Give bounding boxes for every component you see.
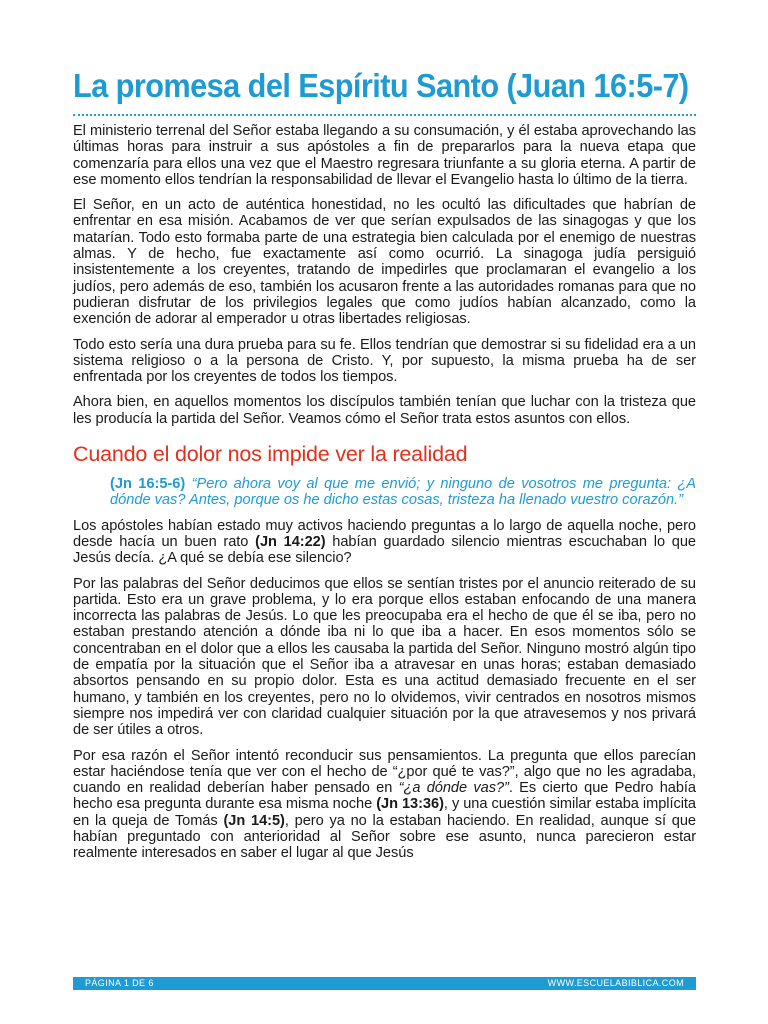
quote-reference: (Jn 16:5-6): [110, 476, 186, 493]
paragraph-intro-1: El ministerio terrenal del Señor estaba llegando a su consumación, y él estaba aprovechando las últimas horas para instruir a sus apóstoles a fin de prepararlos para la nueva etapa que comenzaría para ellos una vez que el Maestro regresara triunfante a su gloria eterna. A partir de ese momento ellos tendrían la responsabilidad de llevar el Evangelio hasta lo último de la tierra.: [73, 123, 696, 188]
paragraph-5-text-b: habían guardado silencio mientras escuchaban lo que Jesús decía. ¿A qué se debía ese silencio?: [73, 533, 696, 567]
paragraph-intro-3: Todo esto sería una dura prueba para su fe. Ellos tendrían que demostrar si su fidelidad era a un sistema religioso o a la persona de Cristo. Y, por supuesto, la misma prueba ha de ser enfrentada por los creyentes de todos los tiempos.: [73, 336, 696, 386]
paragraph-7-text-b: . Es cierto que Pedro había hecho esa pregunta durante esa misma noche: [73, 780, 696, 813]
paragraph-7-reference-2: (Jn 14:5): [223, 812, 285, 829]
paragraph-5-text-a: Los apóstoles habían estado muy activos haciendo preguntas a lo largo de aquella noche, pero desde hacía un buen rato: [73, 517, 696, 550]
page-footer: [73, 977, 696, 990]
paragraph-intro-4: Ahora bien, en aquellos momentos los discípulos también tenían que luchar con la tristeza que les producía la partida del Señor. Veamos cómo el Señor trata estos asuntos con ellos.: [73, 394, 696, 427]
paragraph-7-italic: “¿a dónde vas?”: [398, 780, 509, 797]
page-number: PÁGINA 1 DE 6: [85, 978, 154, 988]
quote-text: “Pero ahora voy al que me envió; y ninguno de vosotros me pregunta: ¿A dónde vas? Antes, porque os he dicho estas cosas, tristeza ha llenado vuestro corazón.”: [110, 476, 696, 509]
title-divider: [73, 114, 696, 116]
scripture-quote: [110, 476, 696, 509]
page-content: [73, 64, 696, 871]
page-title: La promesa del Espíritu Santo (Juan 16:5-7): [73, 67, 689, 104]
paragraph-7-text-d: , pero ya no la estaban haciendo. En realidad, aunque sí que habían preguntado con anterioridad al Señor sobre ese asunto, nunca parecieron estar realmente interesados en saber el lugar al que Jesús: [73, 812, 696, 862]
paragraph-6: Por las palabras del Señor deducimos que ellos se sentían tristes por el anuncio reiterado de su partida. Esto era un grave problema, y lo era porque ellos estaban enfocando de una manera incorrecta las palabras de Jesús. Lo que les preocupaba era el hecho de que él se iba, pero no estaban prestando atención a dónde iba ni lo que iba a hacer. En esos momentos sólo se concentraban en el dolor que a ellos les causaba la partida del Señor. Ninguno mostró algún tipo de empatía por la situación que el Señor iba a atravesar en unas horas; estaban demasiado absortos pensando en su propio dolor. Esta es una actitud demasiado frecuente en el ser humano, y también en los creyentes, pero no lo olvidemos, vivir centrados en nosotros mismos siempre nos impedirá ver con claridad cualquier situación por la que atravesemos y nos privará de ser útiles a otros.: [73, 575, 696, 739]
website-link[interactable]: WWW.ESCUELABIBLICA.COM: [547, 978, 684, 988]
paragraph-intro-2: El Señor, en un acto de auténtica honestidad, no les ocultó las dificultades que habrían de enfrentar en esa misión. Acabamos de ver que serían expulsados de las sinagogas y que los matarían. Todo esto formaba parte de una estrategia bien calculada por el enemigo de nuestras almas. Y de hecho, fue exactamente así como ocurrió. La sinagoga judía persiguió insistentemente a los creyentes, tratando de impedirles que proclamaran el evangelio a los judíos, pero además de eso, también los acusaron frente a las autoridades romanas para que no pudieran disfrutar de los privilegios legales que como judíos habían alcanzado, como la exención de adorar al emperador u otras libertades religiosas.: [73, 197, 696, 328]
section-heading: Cuando el dolor nos impide ver la realidad: [73, 442, 468, 467]
paragraph-7: [73, 748, 696, 862]
paragraph-7-text-a: Por esa razón el Señor intentó reconducir sus pensamientos. La pregunta que ellos parecían estar haciéndose tenía que ver con el hecho de “¿por qué te vas?”, algo que no les agradaba, cuando en realidad deberían haber pensado en: [73, 747, 696, 797]
paragraph-7-text-c: , y una cuestión similar estaba implícita en la queja de Tomás: [73, 796, 696, 829]
paragraph-5-reference: (Jn 14:22): [255, 533, 326, 550]
paragraph-5: [73, 518, 696, 567]
paragraph-7-reference-1: (Jn 13:36): [376, 796, 444, 813]
